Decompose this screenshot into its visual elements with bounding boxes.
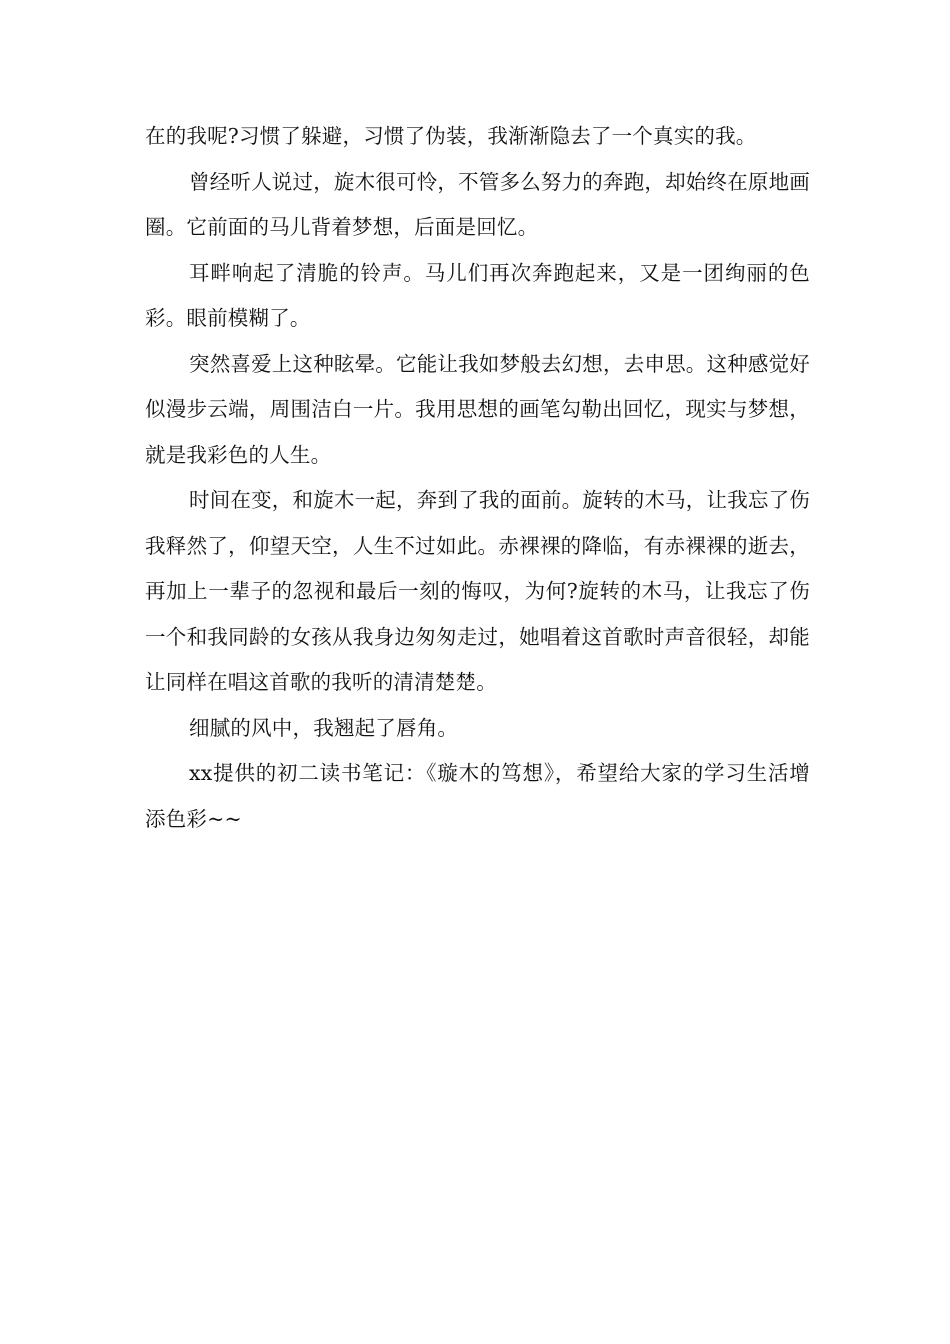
paragraph: 曾经听人说过，旋木很可怜，不管多么努力的奔跑，却始终在原地画圈。它前面的马儿背着梦想，后面是回忆。 <box>145 169 810 239</box>
document-body <box>145 114 810 842</box>
closing-paragraph: xx提供的初二读书笔记：《璇木的笃想》，希望给大家的学习生活增添色彩~~ <box>145 761 810 831</box>
paragraph: 细腻的风中，我翘起了唇角。 <box>189 715 459 740</box>
paragraph: 突然喜爱上这种眩晕。它能让我如梦般去幻想，去申思。这种感觉好似漫步云端，周围洁白一片。我用思想的画笔勾勒出回忆，现实与梦想，就是我彩色的人生。 <box>145 351 810 467</box>
paragraph: 时间在变，和旋木一起，奔到了我的面前。旋转的木马，让我忘了伤我释然了，仰望天空，人生不过如此。赤裸裸的降临，有赤裸裸的逝去，再加上一辈子的忽视和最后一刻的悔叹，为何?旋转的木马，让我忘了伤一个和我同龄的女孩从我身边匆匆走过，她唱着这首歌时声音很轻，却能让同样在唱这首歌的我听的清清楚楚。 <box>145 488 810 694</box>
paragraph-continuation: 在的我呢?习惯了躲避，习惯了伪装，我渐渐隐去了一个真实的我。 <box>145 124 757 148</box>
paragraph: 耳畔响起了清脆的铃声。马儿们再次奔跑起来，又是一团绚丽的色彩。眼前模糊了。 <box>145 260 810 330</box>
